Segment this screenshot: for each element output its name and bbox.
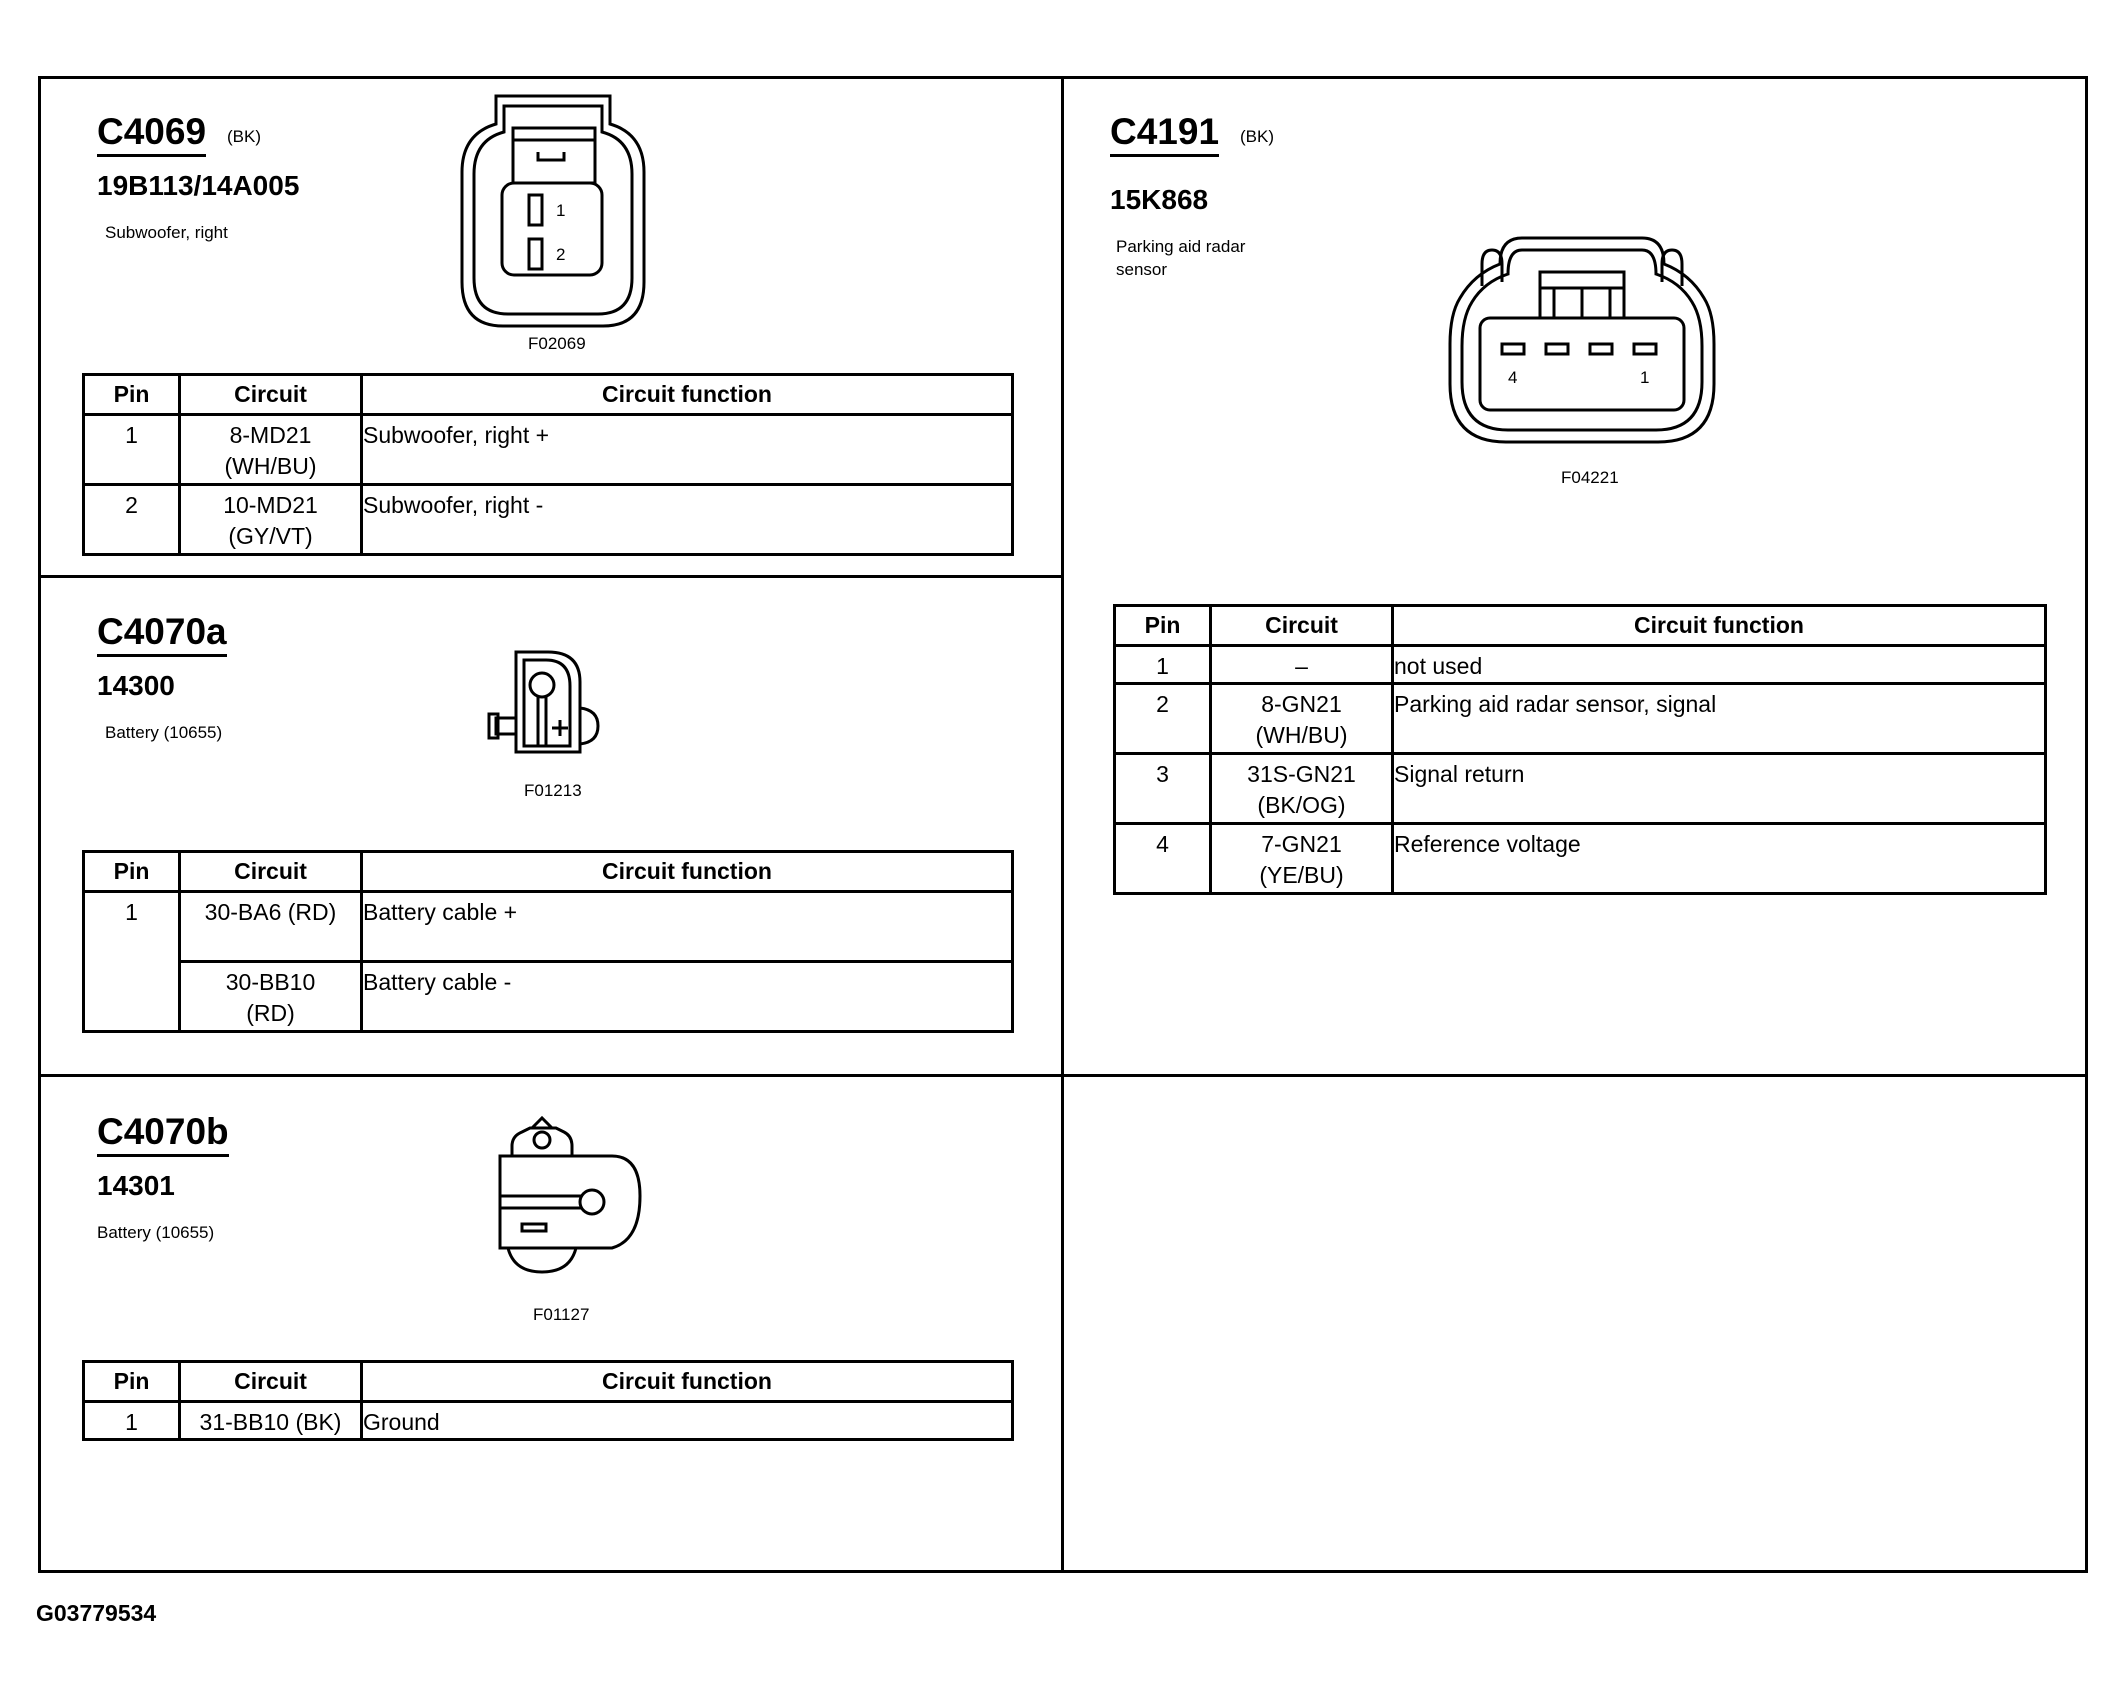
pinout-table xyxy=(1113,604,2047,895)
figure-code: F02069 xyxy=(528,334,586,353)
circuit-cell: 7-GN21 (YE/BU) xyxy=(1211,824,1393,894)
pin-cell: 3 xyxy=(1115,754,1211,824)
circuit-cell: 31S-GN21 (BK/OG) xyxy=(1211,754,1393,824)
connector-id: C4070b xyxy=(97,1112,229,1157)
connector-id: C4070a xyxy=(97,612,227,657)
pin-cell: 2 xyxy=(1115,684,1211,754)
circuit-cell: – xyxy=(1211,646,1393,684)
connector-id: C4069 xyxy=(97,112,206,157)
cavity-label: 1 xyxy=(556,201,566,220)
function-cell: Parking aid radar sensor, signal xyxy=(1393,684,2046,754)
circuit-cell: 30-BA6 (RD) xyxy=(180,892,362,962)
circuit-cell: 31-BB10 (BK) xyxy=(180,1402,362,1440)
function-cell: not used xyxy=(1393,646,2046,684)
part-number: 14300 xyxy=(97,670,175,701)
figure-code: F04221 xyxy=(1561,468,1619,487)
connector-description: Parking aid radar sensor xyxy=(1116,237,1246,279)
table-row xyxy=(1115,754,2046,824)
connector-color: (BK) xyxy=(1240,127,1274,146)
part-number: 14301 xyxy=(97,1170,175,1201)
circuit-cell: 8-GN21 (WH/BU) xyxy=(1211,684,1393,754)
function-cell: Battery cable - xyxy=(362,962,1013,1032)
header-circuit: Circuit xyxy=(1211,606,1393,646)
pinout-table xyxy=(82,850,1014,1033)
column-divider xyxy=(1061,76,1064,1573)
pin-cell: 1 xyxy=(84,892,180,1032)
circuit-cell: 30-BB10 (RD) xyxy=(180,962,362,1032)
connector-description: Battery (10655) xyxy=(105,723,223,742)
ground-terminal-icon xyxy=(492,1112,644,1276)
pin-cell: 2 xyxy=(84,485,180,555)
function-cell: Battery cable + xyxy=(362,892,1013,962)
header-circuit: Circuit xyxy=(180,852,362,892)
table-row xyxy=(84,892,1013,962)
header-function: Circuit function xyxy=(362,852,1013,892)
row-divider-1 xyxy=(38,575,1064,578)
circuit-cell: 8-MD21 (WH/BU) xyxy=(180,415,362,485)
table-row xyxy=(84,415,1013,485)
pin-cell: 1 xyxy=(84,1402,180,1440)
pinout-table xyxy=(82,373,1014,556)
function-cell: Reference voltage xyxy=(1393,824,2046,894)
connector-id: C4191 xyxy=(1110,112,1219,157)
row-divider-2 xyxy=(38,1074,2088,1077)
header-function: Circuit function xyxy=(362,1362,1013,1402)
cavity-label: 1 xyxy=(1640,368,1650,387)
connector-color: (BK) xyxy=(227,127,261,146)
table-row xyxy=(1115,824,2046,894)
pin-cell: 1 xyxy=(1115,646,1211,684)
function-cell: Ground xyxy=(362,1402,1013,1440)
table-row xyxy=(84,485,1013,555)
part-number: 15K868 xyxy=(1110,184,1209,215)
header-function: Circuit function xyxy=(362,375,1013,415)
part-number: 19B113/14A005 xyxy=(97,170,300,201)
header-function: Circuit function xyxy=(1393,606,2046,646)
connector-description: Subwoofer, right xyxy=(105,223,228,242)
table-row xyxy=(84,1402,1013,1440)
header-pin: Pin xyxy=(84,852,180,892)
header-pin: Pin xyxy=(1115,606,1211,646)
figure-code: F01127 xyxy=(533,1305,590,1324)
document-code: G03779534 xyxy=(36,1600,157,1626)
pin-cell: 4 xyxy=(1115,824,1211,894)
circuit-cell: 10-MD21 (GY/VT) xyxy=(180,485,362,555)
header-circuit: Circuit xyxy=(180,1362,362,1402)
cavity-label: 2 xyxy=(556,245,566,264)
table-row xyxy=(1115,684,2046,754)
pin-cell: 1 xyxy=(84,415,180,485)
battery-terminal-icon xyxy=(486,648,606,758)
function-cell: Signal return xyxy=(1393,754,2046,824)
header-circuit: Circuit xyxy=(180,375,362,415)
table-row xyxy=(84,962,1013,1032)
header-pin: Pin xyxy=(84,375,180,415)
subwoofer-connector-icon xyxy=(458,94,648,329)
figure-code: F01213 xyxy=(524,781,582,800)
connector-description: Battery (10655) xyxy=(97,1223,215,1242)
pinout-table xyxy=(82,1360,1014,1441)
table-row xyxy=(1115,646,2046,684)
cavity-label: 4 xyxy=(1508,368,1518,387)
function-cell: Subwoofer, right - xyxy=(362,485,1013,555)
header-pin: Pin xyxy=(84,1362,180,1402)
radar-sensor-connector-icon xyxy=(1442,234,1722,446)
function-cell: Subwoofer, right + xyxy=(362,415,1013,485)
